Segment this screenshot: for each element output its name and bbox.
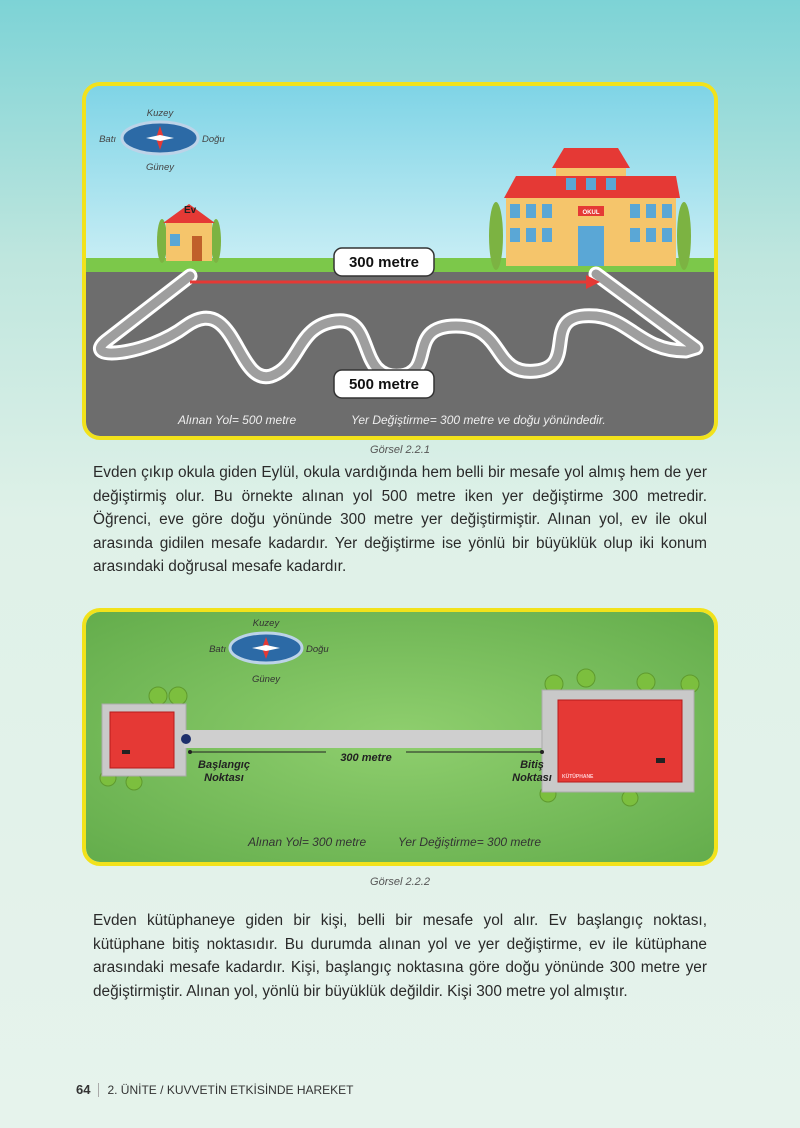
page-number: 64 xyxy=(76,1082,91,1097)
page-footer xyxy=(76,1082,354,1097)
path-label: 500 metre xyxy=(348,376,420,393)
note-displacement: Yer Değiştirme= 300 metre xyxy=(398,835,542,849)
school-sign: OKUL xyxy=(582,210,600,216)
compass-west: Batı xyxy=(209,644,226,655)
library-sign: KÜTÜPHANE xyxy=(562,774,594,780)
paragraph-2: Evden kütüphaneye giden bir kişi, belli bir mesafe yol alır. Ev başlangıç noktası, kütüphane bitiş noktasıdır. Bu durumda alınan yol ve yer değiştirme, ev ile kütüphane arasındaki mesafe kadardır. Kişi, başlangıç noktasına göre doğu yönünde 300 metre yer değiştirmiştir. Alınan yol, yönlü bir büyüklük değildir. Kişi 300 metre yol almıştır. xyxy=(93,912,707,1000)
library-roof xyxy=(558,700,682,782)
end-label-1: Bitiş xyxy=(520,759,544,771)
note-path: Alınan Yol= 300 metre xyxy=(248,835,367,849)
compass-east: Doğu xyxy=(202,134,225,145)
compass-icon xyxy=(122,122,198,154)
compass-north: Kuzey xyxy=(146,108,174,119)
end-label-2: Noktası xyxy=(512,772,552,784)
note-displacement: Yer Değiştirme= 300 metre ve doğu yönündedir. xyxy=(351,413,606,427)
note-path: Alınan Yol= 500 metre xyxy=(178,413,297,427)
compass-south: Güney xyxy=(146,162,174,173)
road xyxy=(184,730,542,748)
compass-south: Güney xyxy=(252,674,280,685)
start-label-1: Başlangıç xyxy=(198,759,250,771)
figure-home-to-school xyxy=(82,82,718,440)
paragraph-1: Evden çıkıp okula giden Eylül, okula vardığında hem belli bir mesafe yol almış hem de yer değiştirmiş olur. Bu örnekte alınan yol 500 metre iken yer değiştirme 300 metredir. Öğrenci, eve göre doğu yönünde 300 metre yer değiştirmiştir. Alınan yol, ev ile okul arasında gidilen mesafe kadardır. Yer değiştirme ise yönlü bir büyüklük olup iki konum arasındaki doğrusal mesafe kadardır. xyxy=(93,464,707,575)
displacement-label: 300 metre xyxy=(348,254,420,271)
compass-east: Doğu xyxy=(306,644,329,655)
distance-label: 300 metre xyxy=(340,752,392,764)
person-icon xyxy=(181,734,191,744)
figure2-caption: Görsel 2.2.2 xyxy=(370,876,430,888)
compass-icon xyxy=(230,633,302,663)
start-label-2: Noktası xyxy=(204,772,244,784)
figure-home-to-library xyxy=(82,608,718,866)
footer-divider xyxy=(98,1083,99,1097)
house-label: Ev xyxy=(184,205,197,216)
footer-section: 2. ÜNİTE / KUVVETİN ETKİSİNDE HAREKET xyxy=(107,1082,354,1097)
compass-west: Batı xyxy=(99,134,116,145)
house-roof xyxy=(110,712,174,768)
compass-north: Kuzey xyxy=(252,618,280,629)
figure1-caption: Görsel 2.2.1 xyxy=(370,444,430,456)
